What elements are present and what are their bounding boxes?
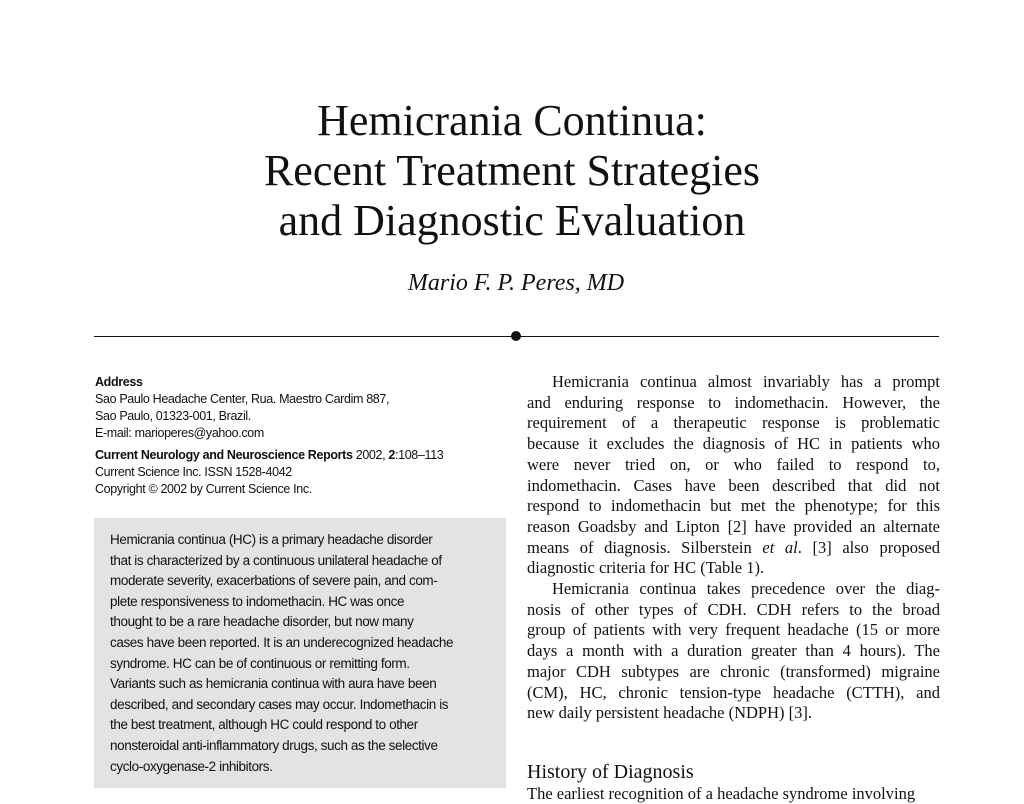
body-line: reason Goadsby and Lipton [2] have provided an alternate — [527, 516, 940, 536]
abstract-line: plete responsiveness to indomethacin. HC was once — [110, 593, 405, 609]
title-line-1: Hemicrania Continua: — [317, 96, 707, 145]
abstract-line: nonsteroidal anti-inflammatory drugs, such as the selective — [110, 737, 438, 753]
body-line: days a month with a duration greater than 4 hours). The — [527, 641, 940, 661]
address-line-1: Sao Paulo Headache Center, Rua. Maestro Cardim 887, — [95, 392, 390, 406]
journal-name: Current Neurology and Neuroscience Reports — [95, 448, 353, 462]
abstract-line: the best treatment, although HC could respond to other — [110, 717, 418, 733]
body-line: major CDH subtypes are chronic (transformed) migraine — [527, 661, 940, 681]
abstract-box — [94, 518, 506, 788]
abstract-line: described, and secondary cases may occur. Indomethacin is — [110, 696, 449, 712]
citation-pages: :108–113 — [394, 448, 444, 462]
publisher-issn: Current Science Inc. ISSN 1528-4042 — [95, 465, 292, 479]
abstract-line: syndrome. HC can be of continuous or remitting form. — [110, 655, 410, 671]
et-al: et al — [762, 537, 798, 557]
body-line: and enduring response to indomethacin. However, the — [527, 392, 940, 412]
title-line-3: and Diagnostic Evaluation — [278, 196, 746, 245]
address-block — [95, 374, 515, 498]
title-line-2: Recent Treatment Strategies — [263, 146, 761, 195]
body-line: Hemicrania continua takes precedence over the diag- — [552, 579, 940, 599]
journal-citation — [95, 447, 515, 464]
body-line: new daily persistent headache (NDPH) [3]. — [527, 703, 812, 723]
abstract-line: cyclo-oxygenase-2 inhibitors. — [110, 758, 273, 774]
address-email: E-mail: marioperes@yahoo.com — [95, 426, 264, 440]
body-line: because it excludes the diagnosis of HC in patients who — [527, 434, 940, 454]
body-line: diagnostic criteria for HC (Table 1). — [527, 558, 765, 578]
abstract-line: that is characterized by a continuous unilateral headache of — [110, 552, 442, 568]
body-line-cut: The earliest recognition of a headache syndrome involving — [527, 784, 916, 803]
body-line: nosis of other types of CDH. CDH refers to the broad — [527, 599, 940, 619]
address-heading: Address — [95, 375, 143, 389]
body-column — [527, 372, 940, 724]
body-line-etal — [527, 538, 940, 559]
body-line-segment: . [3] also proposed — [797, 537, 940, 557]
abstract-line: Hemicrania continua (HC) is a primary headache disorder — [110, 532, 433, 547]
section-heading: History of Diagnosis — [527, 761, 694, 783]
body-line: respond to indomethacin but met the phenotype; for this — [527, 496, 940, 516]
abstract-line: cases have been reported. It is an underecognized headache — [110, 634, 454, 650]
divider-dot — [511, 331, 521, 341]
abstract-line: moderate severity, exacerbations of severe pain, and com- — [110, 573, 438, 589]
abstract-line: thought to be a rare headache disorder, but now many — [110, 614, 414, 630]
body-line: requirement of a therapeutic response is problematic — [527, 413, 940, 433]
address-line-2: Sao Paulo, 01323-001, Brazil. — [95, 409, 251, 423]
body-line: were never tried on, or who failed to respond to, — [527, 454, 940, 474]
body-line: (CM), HC, chronic tension-type headache (CTTH), and — [527, 682, 940, 702]
abstract-line: Variants such as hemicrania continua with aura have been — [110, 676, 437, 692]
citation-year: 2002, — [355, 448, 386, 462]
author-name: Mario F. P. Peres, MD — [407, 270, 625, 296]
citation-volume: 2 — [388, 448, 395, 462]
body-line-segment: means of diagnosis. Silberstein — [527, 537, 752, 557]
body-line: indomethacin. Cases have been described that did not — [527, 475, 940, 495]
article-title — [0, 96, 1024, 246]
body-line: Hemicrania continua almost invariably has a prompt — [552, 372, 940, 391]
body-line: group of patients with very frequent headache (15 or more — [527, 620, 940, 640]
copyright: Copyright © 2002 by Current Science Inc. — [95, 482, 312, 496]
